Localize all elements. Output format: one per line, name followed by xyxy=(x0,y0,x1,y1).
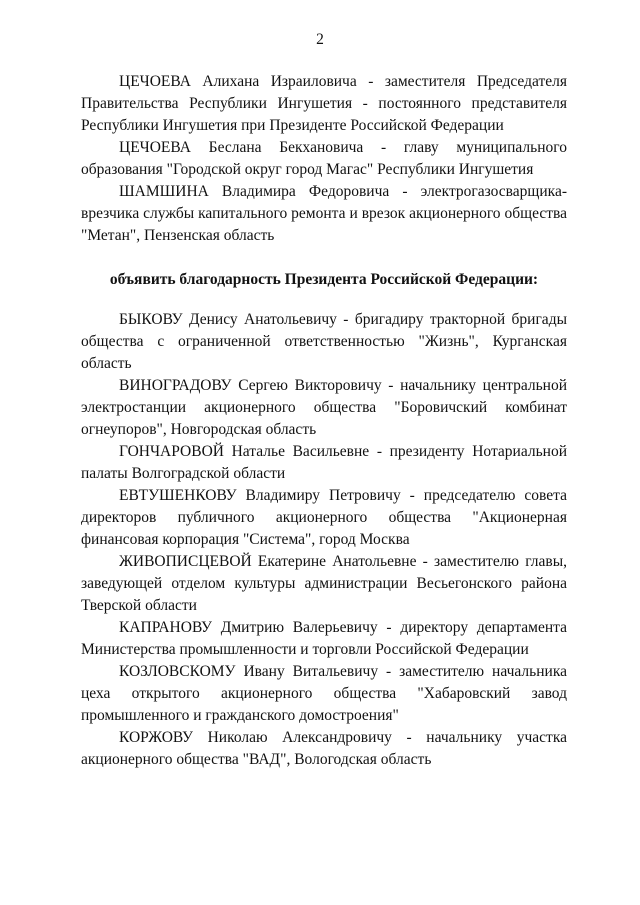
list-item: БЫКОВУ Денису Анатольевичу - бригадиру тракторной бригады общества с ограниченной ответственностью "Жизнь", Курганская область xyxy=(81,311,567,372)
list-item: ГОНЧАРОВОЙ Наталье Васильевне - президенту Нотариальной палаты Волгоградской области xyxy=(81,443,567,482)
page-number: 2 xyxy=(316,31,324,48)
list-item: ЦЕЧОЕВА Алихана Израиловича - заместителя Председателя Правительства Республики Ингушетия - постоянного представителя Республики Ингушетия при Президенте Российской Федерации xyxy=(81,73,567,134)
list-item: ЖИВОПИСЦЕВОЙ Екатерине Анатольевне - заместителю главы, заведующей отделом культуры администрации Весьегонского района Тверской области xyxy=(81,553,567,614)
awards-continued-list xyxy=(81,71,567,247)
gratitude-list xyxy=(81,309,567,771)
list-item: КОЗЛОВСКОМУ Ивану Витальевичу - заместителю начальника цеха открытого акционерного общества "Хабаровский завод промышленного и гражданского домостроения" xyxy=(81,663,567,724)
list-item: ЕВТУШЕНКОВУ Владимиру Петровичу - председателю совета директоров публичного акционерного общества "Акционерная финансовая корпорация "Система", город Москва xyxy=(81,487,567,548)
list-item: ВИНОГРАДОВУ Сергею Викторовичу - начальнику центральной электростанции акционерного общества "Боровичский комбинат огнеупоров", Новгородская область xyxy=(81,377,567,438)
list-item: КАПРАНОВУ Дмитрию Валерьевичу - директору департамента Министерства промышленности и торговли Российской Федерации xyxy=(81,619,567,658)
list-item: КОРЖОВУ Николаю Александровичу - начальнику участка акционерного общества "ВАД", Вологодская область xyxy=(81,729,567,768)
section-heading: объявить благодарность Президента Российской Федерации: xyxy=(109,271,539,288)
list-item: ШАМШИНА Владимира Федоровича - электрогазосварщика-врезчика службы капитального ремонта и врезок акционерного общества "Метан", Пензенская область xyxy=(81,183,567,244)
list-item: ЦЕЧОЕВА Беслана Бекхановича - главу муниципального образования "Городской округ город Магас" Республики Ингушетия xyxy=(81,139,567,178)
